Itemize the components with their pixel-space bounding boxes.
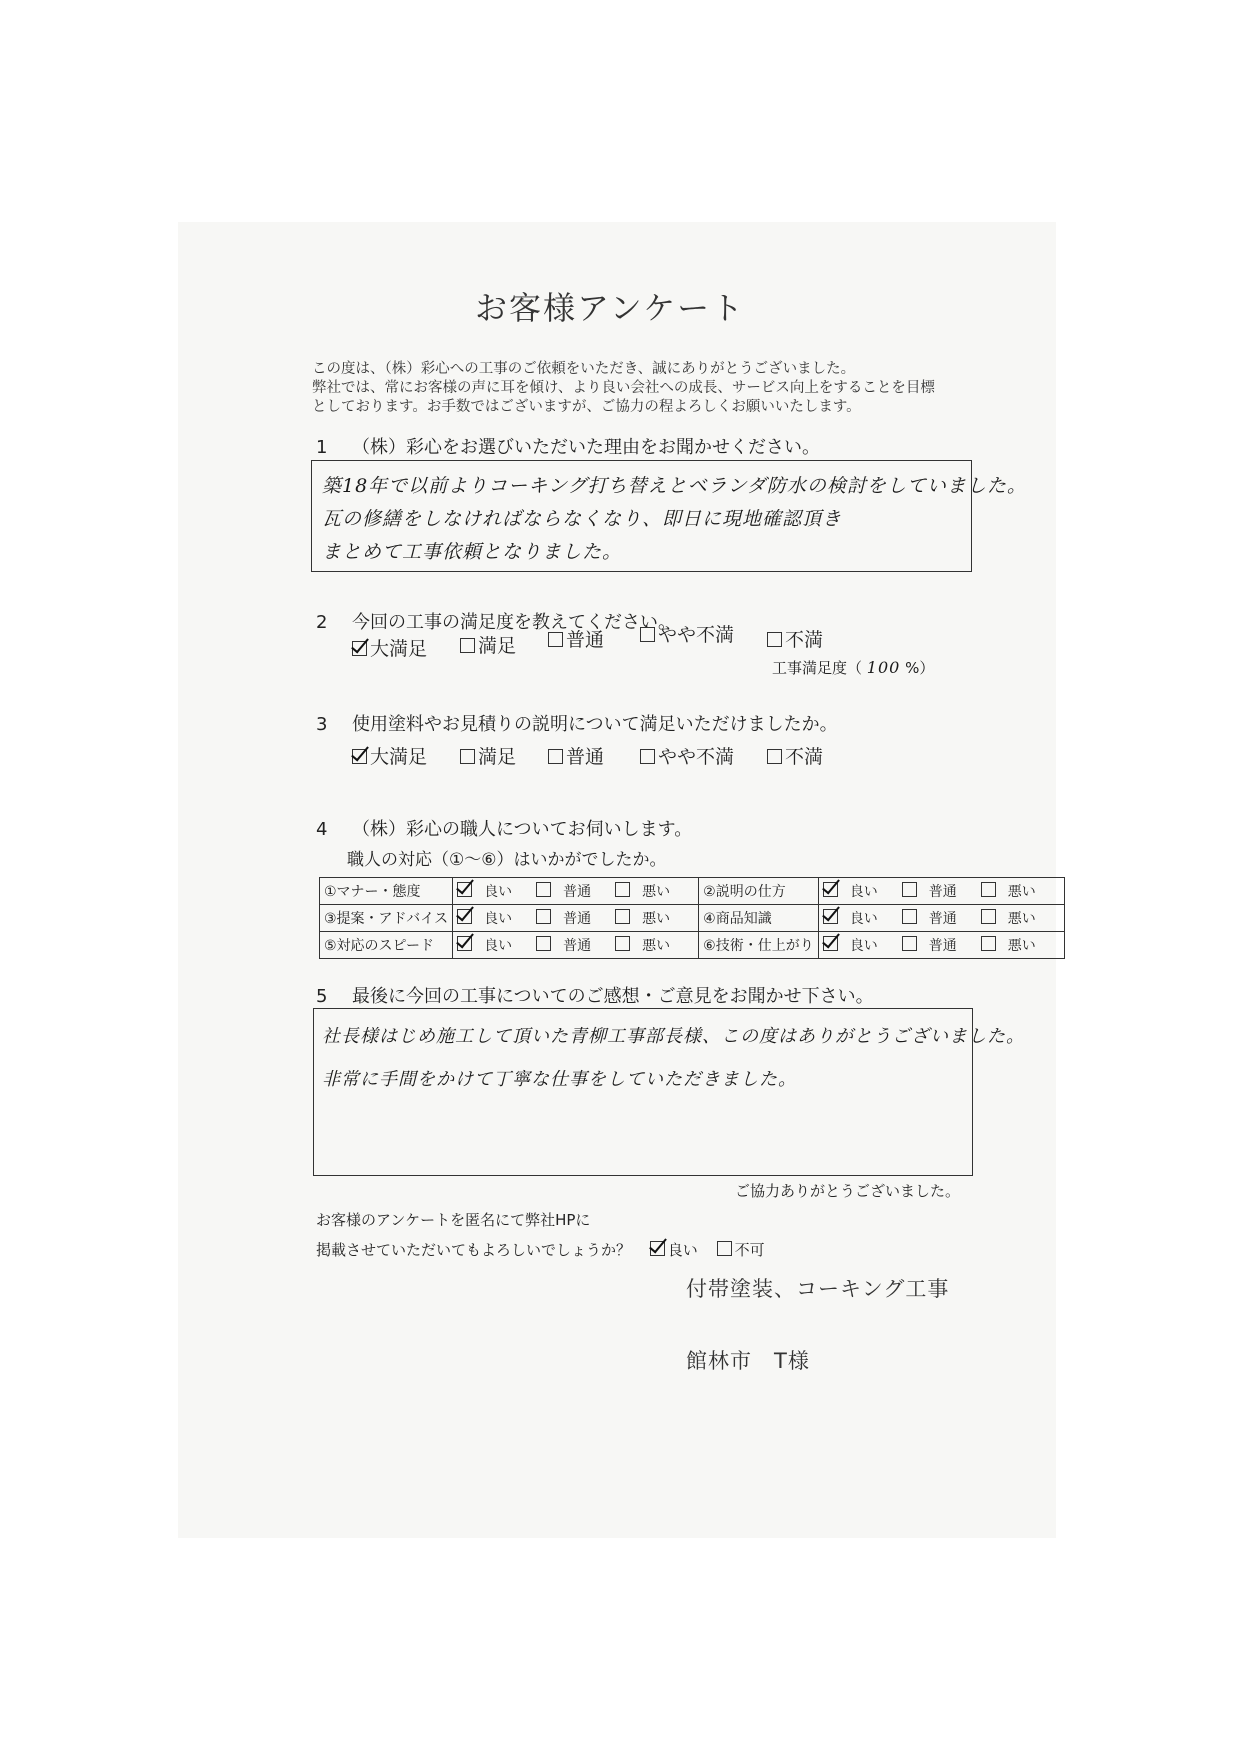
rating-bad[interactable]: 悪い [981, 884, 1048, 900]
satisfaction-value: 100 [866, 658, 901, 677]
question-1: 1 （株）彩心をお選びいただいた理由をお聞かせください。 [316, 437, 820, 458]
publish-option-ok[interactable]: 良い [650, 1241, 698, 1259]
q3-option-satisfied[interactable]: 満足 [460, 742, 516, 769]
checkbox-icon[interactable] [902, 909, 917, 924]
rating-normal[interactable]: 普通 [902, 938, 969, 954]
checkbox-icon[interactable] [536, 909, 551, 924]
rating-options [818, 932, 1064, 959]
rating-item-manner: ①マナー・態度 [320, 878, 453, 905]
rating-good[interactable]: 良い [823, 911, 890, 927]
q3-option-normal[interactable]: 普通 [548, 742, 604, 769]
rating-normal[interactable]: 普通 [902, 911, 969, 927]
rating-item-explanation: ②説明の仕方 [699, 878, 819, 905]
checkbox-icon[interactable] [767, 749, 782, 764]
checkbox-icon[interactable] [640, 627, 655, 642]
rating-good[interactable]: 良い [823, 884, 890, 900]
question-4: 4 （株）彩心の職人についてお伺いします。 [316, 819, 693, 840]
answer-5-line-2: 非常に手間をかけて丁寧な仕事をしていただきました。 [322, 1069, 797, 1090]
rating-bad[interactable]: 悪い [615, 911, 682, 927]
rating-normal[interactable]: 普通 [536, 911, 603, 927]
q3-option-unsatisfied[interactable]: 不満 [767, 742, 823, 769]
rating-options [818, 878, 1064, 905]
rating-normal[interactable]: 普通 [536, 884, 603, 900]
publish-question-line-1: お客様のアンケートを匿名にて弊社HPに [316, 1211, 591, 1229]
rating-good[interactable]: 良い [457, 938, 524, 954]
checkbox-icon[interactable] [548, 749, 563, 764]
answer-1-line-3: まとめて工事依頼となりました。 [322, 541, 623, 563]
checkbox-checked-icon[interactable] [457, 882, 472, 897]
intro-line-1: この度は、（株）彩心への工事のご依頼をいただき、誠にありがとうございました。 [312, 361, 856, 377]
rating-options [453, 878, 699, 905]
checkbox-icon[interactable] [460, 749, 475, 764]
table-row [320, 878, 1065, 905]
staff-rating-table [319, 877, 1065, 959]
question-5: 5 最後に今回の工事についてのご感想・ご意見をお聞かせ下さい。 [316, 986, 874, 1007]
checkbox-icon[interactable] [981, 909, 996, 924]
rating-options [818, 905, 1064, 932]
question-2: 2 今回の工事の満足度を教えてください。 [316, 612, 676, 633]
customer-name: 館林市 T様 [686, 1349, 810, 1373]
q3-option-slightly-unsatisfied[interactable]: やや不満 [640, 742, 734, 769]
q2-option-unsatisfied[interactable]: 不満 [767, 625, 823, 652]
q2-option-slightly-unsatisfied[interactable]: やや不満 [640, 620, 734, 647]
question-4-sub: 職人の対応（①〜⑥）はいかがでしたか。 [347, 850, 667, 870]
rating-good[interactable]: 良い [823, 938, 890, 954]
table-row [320, 905, 1065, 932]
rating-item-speed: ⑤対応のスピード [320, 932, 453, 959]
checkbox-icon[interactable] [640, 749, 655, 764]
rating-normal[interactable]: 普通 [902, 884, 969, 900]
checkbox-icon[interactable] [981, 936, 996, 951]
rating-normal[interactable]: 普通 [536, 938, 603, 954]
checkbox-checked-icon[interactable] [823, 882, 838, 897]
checkbox-icon[interactable] [767, 632, 782, 647]
checkbox-icon[interactable] [717, 1241, 732, 1256]
q2-option-satisfied[interactable]: 満足 [460, 631, 516, 658]
checkbox-checked-icon[interactable] [352, 641, 367, 656]
work-type: 付帯塗装、コーキング工事 [686, 1277, 950, 1301]
publish-option-no[interactable]: 不可 [717, 1241, 765, 1259]
rating-bad[interactable]: 悪い [615, 938, 682, 954]
answer-1-line-2: 瓦の修繕をしなければならなくなり、即日に現地確認頂き [322, 508, 843, 530]
checkbox-icon[interactable] [902, 936, 917, 951]
rating-item-advice: ③提案・アドバイス [320, 905, 453, 932]
q3-option-great[interactable]: 大満足 [352, 742, 427, 769]
rating-good[interactable]: 良い [457, 884, 524, 900]
survey-title: お客様アンケート [475, 289, 746, 327]
satisfaction-rate: 工事満足度（ 100 %） [772, 658, 935, 677]
rating-bad[interactable]: 悪い [615, 884, 682, 900]
checkbox-icon[interactable] [460, 638, 475, 653]
rating-options [453, 905, 699, 932]
checkbox-icon[interactable] [615, 936, 630, 951]
q2-option-normal[interactable]: 普通 [548, 625, 604, 652]
intro-line-2: 弊社では、常にお客様の声に耳を傾け、より良い会社への成長、サービス向上をすることを目標 [312, 380, 935, 396]
checkbox-checked-icon[interactable] [457, 909, 472, 924]
question-3: 3 使用塗料やお見積りの説明について満足いただけましたか。 [316, 714, 838, 735]
checkbox-icon[interactable] [615, 909, 630, 924]
checkbox-checked-icon[interactable] [650, 1241, 665, 1256]
rating-bad[interactable]: 悪い [981, 911, 1048, 927]
rating-bad[interactable]: 悪い [981, 938, 1048, 954]
checkbox-checked-icon[interactable] [352, 749, 367, 764]
intro-line-3: としております。お手数ではございますが、ご協力の程よろしくお願いいたします。 [312, 399, 861, 415]
thanks-note: ご協力ありがとうございました。 [735, 1182, 961, 1200]
checkbox-checked-icon[interactable] [457, 936, 472, 951]
rating-item-product-knowledge: ④商品知識 [699, 905, 819, 932]
checkbox-icon[interactable] [981, 882, 996, 897]
q2-option-great[interactable]: 大満足 [352, 634, 427, 661]
checkbox-icon[interactable] [536, 936, 551, 951]
checkbox-checked-icon[interactable] [823, 909, 838, 924]
rating-options [453, 932, 699, 959]
checkbox-icon[interactable] [902, 882, 917, 897]
checkbox-icon[interactable] [548, 632, 563, 647]
publish-question-line-2: 掲載させていただいてもよろしいでしょうか？ 良い 不可 [316, 1241, 765, 1259]
answer-5-line-1: 社長様はじめ施工して頂いた青柳工事部長様、この度はありがとうございました。 [322, 1026, 1025, 1047]
answer-1-line-1: 築18年で以前よりコーキング打ち替えとベランダ防水の検討をしていました。 [322, 475, 1027, 497]
checkbox-icon[interactable] [615, 882, 630, 897]
rating-item-finish: ⑥技術・仕上がり [699, 932, 819, 959]
checkbox-icon[interactable] [536, 882, 551, 897]
rating-good[interactable]: 良い [457, 911, 524, 927]
checkbox-checked-icon[interactable] [823, 936, 838, 951]
table-row [320, 932, 1065, 959]
